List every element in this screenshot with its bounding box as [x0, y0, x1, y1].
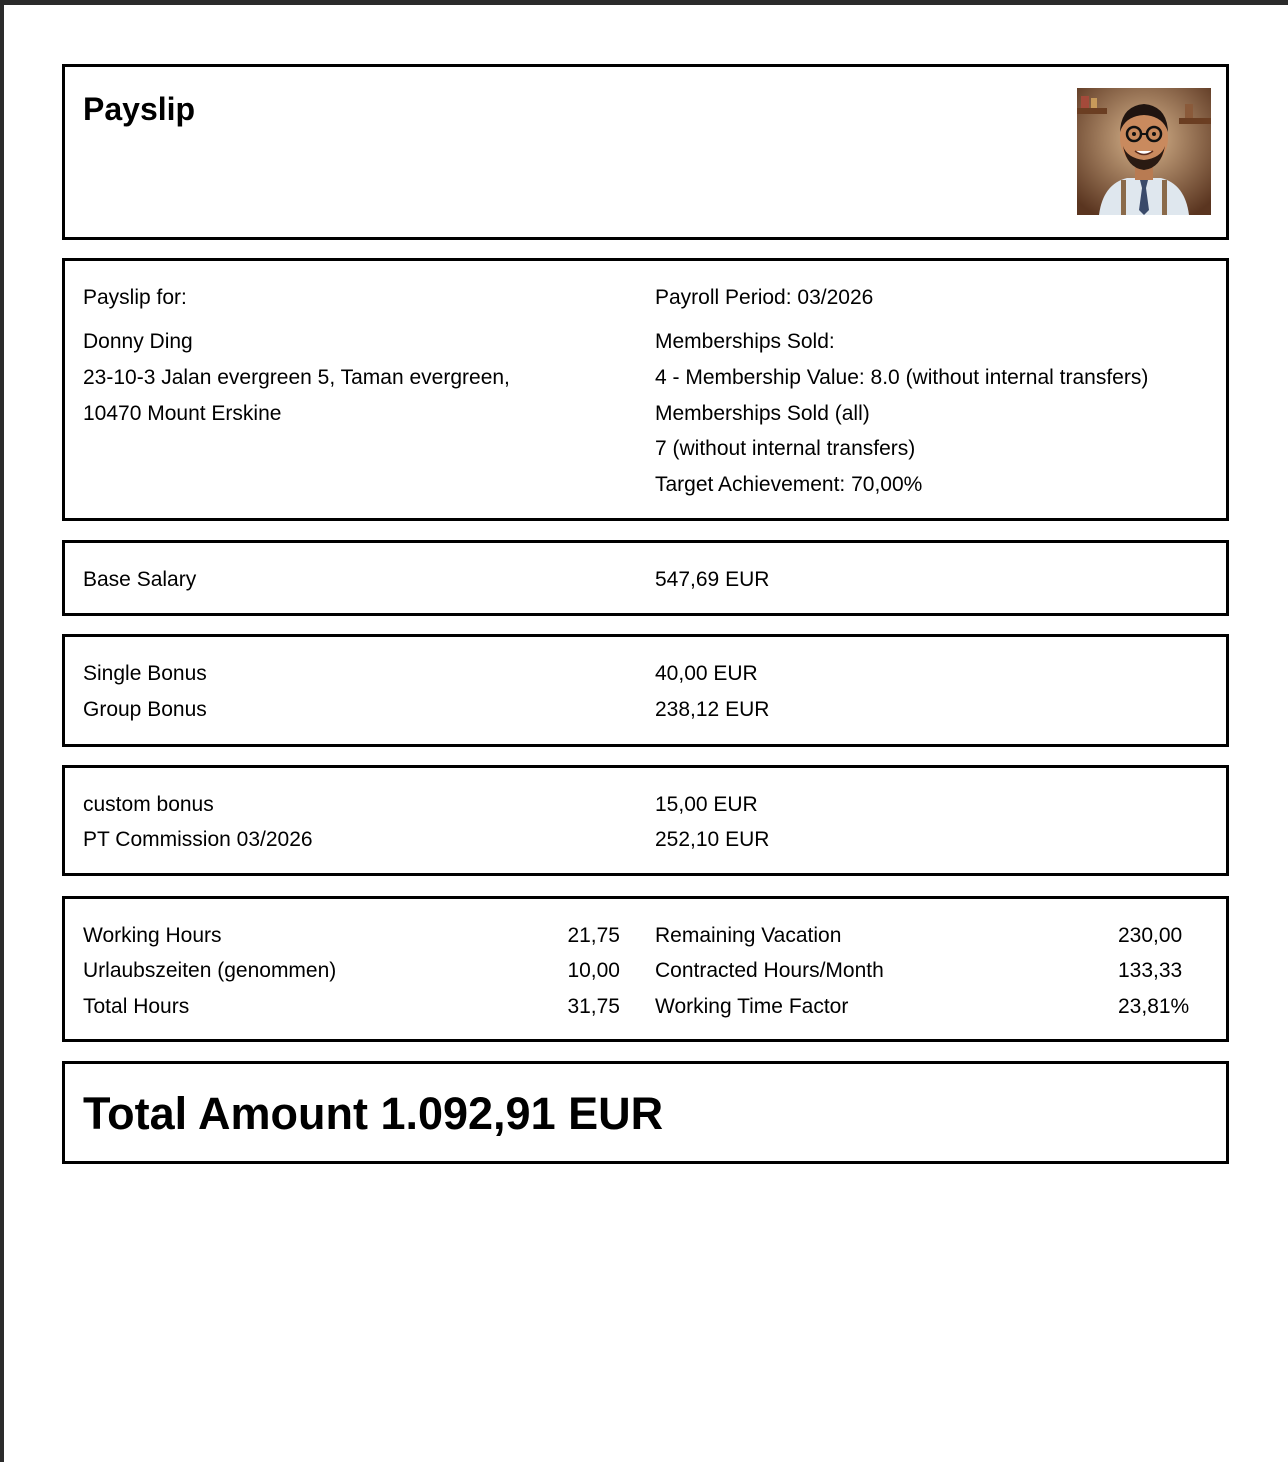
custom-bonus-value: 15,00 EUR — [655, 793, 758, 816]
working-time-factor-value: 23,81% — [1118, 995, 1190, 1018]
memberships-value: 4 - Membership Value: 8.0 (without internal transfers) — [655, 366, 1149, 389]
remaining-vacation-value: 230,00 — [1118, 924, 1183, 947]
working-hours-value: 21,75 — [567, 924, 620, 947]
group-bonus-label: Group Bonus — [83, 698, 207, 721]
memberships-sold-label: Memberships Sold: — [655, 330, 835, 353]
pt-commission-value: 252,10 EUR — [655, 828, 770, 851]
employee-avatar-icon — [1077, 88, 1211, 215]
pt-commission-label: PT Commission 03/2026 — [83, 828, 313, 851]
base-salary-section — [62, 540, 1229, 616]
memberships-sold-all-label: Memberships Sold (all) — [655, 402, 870, 425]
bonuses-section — [62, 634, 1229, 747]
total-section — [62, 1061, 1229, 1164]
hours-section — [62, 896, 1229, 1042]
vacation-taken-label: Urlaubszeiten (genommen) — [83, 959, 337, 982]
employee-address-line1: 23-10-3 Jalan evergreen 5, Taman evergreen, — [83, 366, 510, 389]
base-salary-label: Base Salary — [83, 568, 197, 591]
memberships-sold-all-value: 7 (without internal transfers) — [655, 437, 916, 460]
working-time-factor-label: Working Time Factor — [655, 995, 849, 1018]
payroll-period: Payroll Period: 03/2026 — [655, 286, 874, 309]
total-hours-label: Total Hours — [83, 995, 190, 1018]
group-bonus-value: 238,12 EUR — [655, 698, 770, 721]
base-salary-value: 547,69 EUR — [655, 568, 770, 591]
page-title: Payslip — [83, 91, 196, 127]
total-amount: Total Amount 1.092,91 EUR — [83, 1088, 664, 1139]
single-bonus-label: Single Bonus — [83, 662, 207, 685]
employee-address-line2: 10470 Mount Erskine — [83, 402, 282, 425]
employee-name: Donny Ding — [83, 330, 193, 353]
payslip-for-label: Payslip for: — [83, 286, 187, 309]
extras-section — [62, 765, 1229, 876]
remaining-vacation-label: Remaining Vacation — [655, 924, 842, 947]
working-hours-label: Working Hours — [83, 924, 222, 947]
payslip-page — [4, 5, 1288, 1462]
contracted-hours-value: 133,33 — [1118, 959, 1183, 982]
single-bonus-value: 40,00 EUR — [655, 662, 758, 685]
contracted-hours-label: Contracted Hours/Month — [655, 959, 884, 982]
total-hours-value: 31,75 — [567, 995, 620, 1018]
custom-bonus-label: custom bonus — [83, 793, 214, 816]
target-achievement: Target Achievement: 70,00% — [655, 473, 923, 496]
header-section — [62, 64, 1229, 240]
vacation-taken-value: 10,00 — [567, 959, 620, 982]
employee-info-section — [62, 258, 1229, 521]
